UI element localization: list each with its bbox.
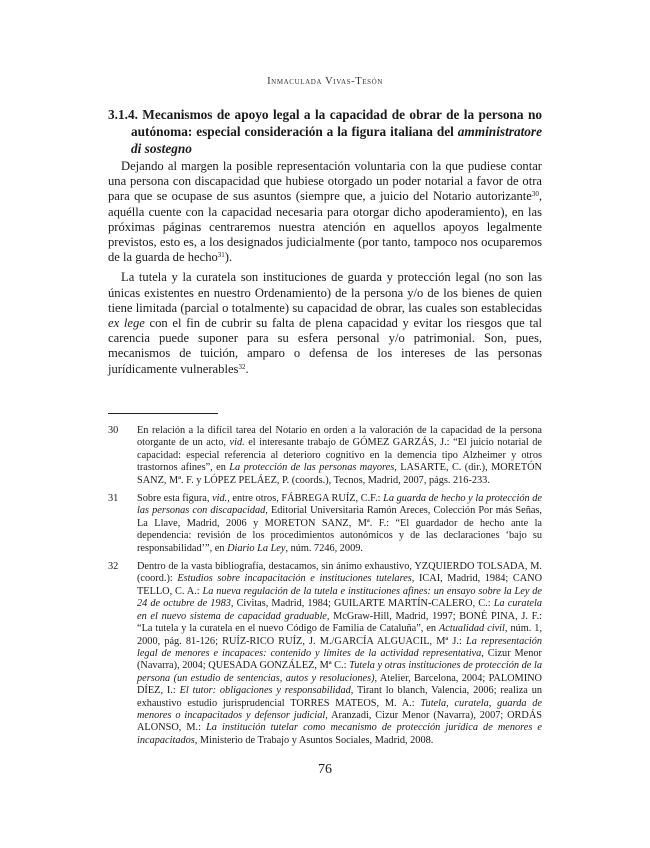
footnote-ref-31[interactable]: 31	[217, 251, 225, 260]
footnote-text: Dentro de la vasta bibliografía, destacamos, sin ánimo exhaustivo, YZQUIERDO TOLSADA, M. (coord.): Estudios sobre incapacitación e instituciones tutelares, ICAI, Madrid, 1984; CANO TELLO, C. A.: La nueva regulación de la tutela e instituciones afines: un ensayo sobre la Ley de 24 de octubre de 1983, Civitas, Madrid, 1984; GUILARTE MARTÍN-CALERO, C.: La curatela en el nuevo sistema de capacidad graduable, McGraw-Hill, Madrid, 1997; BONÉ PINA, J. F.: “La tutela y la curatela en el nuevo Código de Familia de Cataluña”, en Actualidad civil, núm. 1, 2000, pág. 81-126; RUÍZ-RICO RUÍZ, J. M./GARCÍA ALGUACIL, Mª J.: La representación legal de menores e incapaces: contenido y límites de la actividad representativa, Cizur Menor (Navarra), 2004; QUESADA GONZÁLEZ, Mª C.: Tutela y otras instituciones de protección de la persona (un estudio de sentencias, autos y resoluciones), Atelier, Barcelona, 2004; PALOMINO DÍEZ, I.: El tutor: obligaciones y responsabilidad, Tirant lo blanch, Valencia, 2006; realiza un exhaustivo estudio jurisprudencial TORRES MATEOS, M. A.: Tutela, curatela, guarda de menores o incapacitados y defensor judicial, Aranzadi, Cizur Menor (Navarra), 2007; ORDÁS ALONSO, M.: La institución tutelar como mecanismo de protección jurídica de menores e incapacitados, Ministerio de Trabajo y Asuntos Sociales, Madrid, 2008.	[137, 561, 543, 746]
footnote-number: 32	[108, 561, 119, 573]
footnote-32	[108, 561, 542, 747]
section-heading-italic: amministratore di sostegno	[131, 124, 543, 156]
footnote-31	[108, 493, 542, 555]
footnote-text: En relación a la difícil tarea del Notario en orden a la valoración de la capacidad de la persona otorgante de un acto, vid. el interesante trabajo de GÓMEZ GARZÁS, J.: “El juicio notarial de capacidad: especial referencia al deterioro cognitivo en la demencia tipo Alzheimer y otros trastornos afines”, en La protección de las personas mayores, LASARTE, C. (dir.), MORETÓN SANZ, Mª. F. y LÓPEZ PELÁEZ, P. (coords.), Tecnos, Madrid, 2007, págs. 216-233.	[137, 425, 542, 486]
section-heading	[108, 106, 542, 157]
footnote-ref-32[interactable]: 32	[238, 362, 246, 371]
section-heading-text: 3.1.4. Mecanismos de apoyo legal a la capacidad de obrar de la persona no autónoma: especial consideración a la figura italiana del amministratore di sostegno	[108, 107, 543, 156]
paragraph-2: La tutela y la curatela son instituciones de guarda y protección legal (no son las únicas existentes en nuestro Ordenamiento) de la persona y/o de los bienes de quien tiene limitada (parcial o totalmente) su capacidad de obrar, las cuales son establecidas ex lege con el fin de cubrir su falta de plena capacidad y evitar los riesgos que tal carencia puede suponer para su esfera personal y/o patrimonial. Son, pues, mecanismos de tuición, amparo o defensa de los intereses de las personas jurídicamente vulnerables$^{32}$.	[108, 270, 542, 376]
paragraph-1: Dejando al margen la posible representación voluntaria con la que pudiese contar una persona con discapacidad que hubiese otorgado un poder notarial a favor de otra para que se ocupase de sus asuntos (siempre que, a juicio del Notario autorizante$^{30}$, aquélla cuente con la capacidad necesaria para otorgar dicho apoderamiento), en las próximas páginas centraremos nuestra atención en aquellos apoyos legalmente previstos, esto es, a los designados judicialmente (por tanto, tampoco nos ocuparemos de la guarda de hecho$^{31}$).	[108, 159, 542, 265]
footnote-number: 30	[108, 425, 119, 436]
footnote-divider	[108, 413, 218, 414]
footnotes	[108, 425, 542, 753]
page-number: 76	[318, 762, 332, 777]
body-text	[108, 159, 542, 382]
footnote-number: 31	[108, 493, 119, 505]
footnote-ref-30[interactable]: 30	[531, 190, 539, 199]
footnote-text: Sobre esta figura, vid., entre otros, FÁBREGA RUÍZ, C.F.: La guarda de hecho y la protección de las personas con discapacidad, Editorial Universitaria Ramón Areces, Colección Por más Señas, La Llave, Madrid, 2006 y MORETON SANZ, Mª. F.: “El guardador de hecho ante la dependencia: revisión de los procedimientos autonómicos y de las declaraciones ‘bajo su responsabilidad’”, en Diario La Ley, núm. 7246, 2009.	[137, 493, 543, 554]
footnote-30	[108, 425, 542, 487]
running-head: Inmaculada Vivas-Tesón	[267, 76, 383, 87]
